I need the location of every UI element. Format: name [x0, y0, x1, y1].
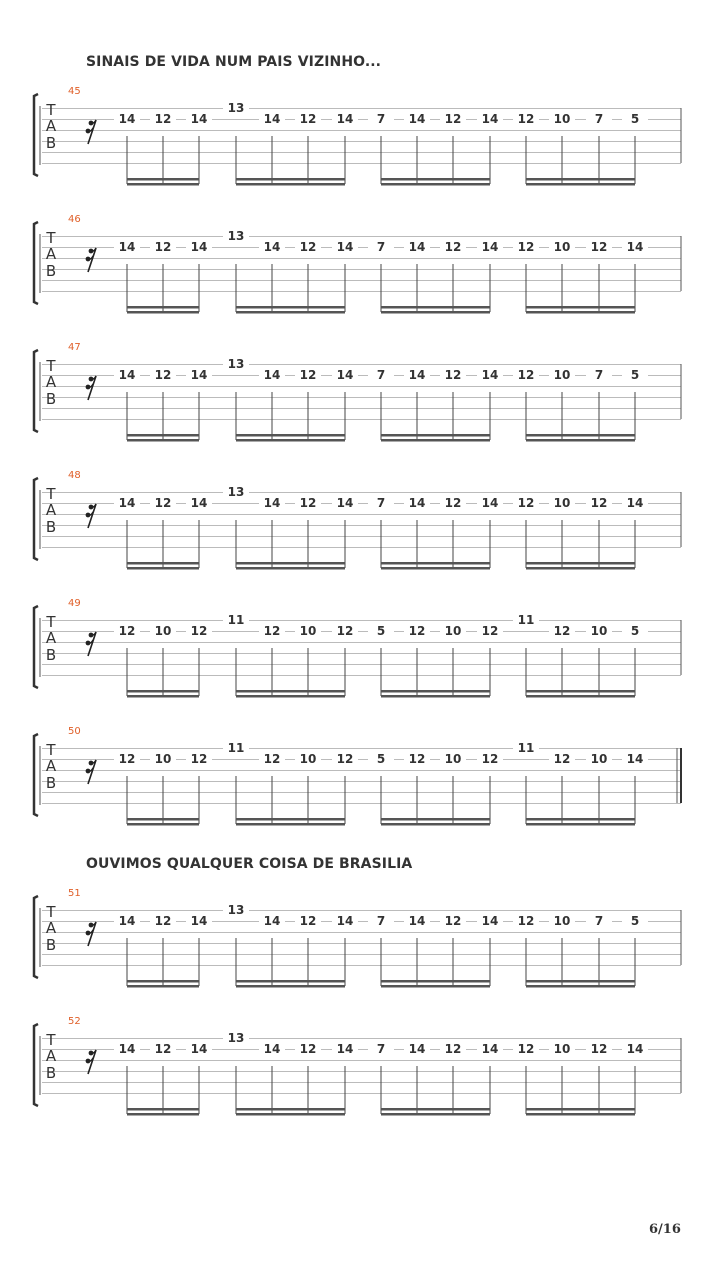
fret-number: 7 [368, 496, 394, 510]
system-bracket [34, 896, 38, 978]
fret-number: 12 [549, 752, 575, 766]
beam [127, 1108, 199, 1111]
fret-number: 10 [586, 624, 612, 638]
beam [526, 1113, 635, 1116]
fret-number: 14 [186, 112, 212, 126]
fret-number: 12 [513, 914, 539, 928]
fret-number: 14 [477, 496, 503, 510]
tab-system [0, 598, 720, 708]
beam [236, 818, 345, 821]
tab-clef-letter: A [45, 501, 57, 519]
fret-number: 12 [440, 368, 466, 382]
fret-number: 12 [513, 1042, 539, 1056]
fret-number: 12 [114, 752, 140, 766]
tab-clef-letter: A [45, 757, 57, 775]
fret-number: 14 [404, 496, 430, 510]
fret-number: 12 [440, 914, 466, 928]
sixteenth-rest-icon [86, 1050, 96, 1074]
fret-number: 10 [295, 624, 321, 638]
tab-clef-letter: A [45, 1047, 57, 1065]
tab-system [0, 342, 720, 452]
system-bracket [34, 734, 38, 816]
measure-number: 45 [68, 86, 81, 97]
tab-system [0, 86, 720, 196]
fret-number: 12 [150, 368, 176, 382]
beam [381, 1108, 490, 1111]
beam [381, 823, 490, 826]
fret-number: 12 [295, 240, 321, 254]
beam [127, 178, 199, 181]
beam [526, 1108, 635, 1111]
fret-number: 12 [513, 496, 539, 510]
beam [236, 1113, 345, 1116]
system-bracket [34, 478, 38, 560]
fret-number: 5 [622, 624, 648, 638]
tab-clef-letter: A [45, 117, 57, 135]
fret-number: 10 [549, 112, 575, 126]
beam [381, 985, 490, 988]
fret-number: 12 [440, 496, 466, 510]
measure-number: 51 [68, 888, 81, 899]
tab-clef-letter: B [45, 390, 57, 408]
tab-clef-letter: T [46, 357, 56, 375]
tab-clef-letter: B [45, 774, 57, 792]
fret-number: 14 [332, 914, 358, 928]
fret-number: 10 [549, 914, 575, 928]
fret-number: 12 [404, 752, 430, 766]
measure-number: 48 [68, 470, 81, 481]
beam [526, 567, 635, 570]
fret-number: 12 [295, 368, 321, 382]
staff-graphics [0, 342, 720, 452]
fret-number: 10 [440, 752, 466, 766]
fret-number: 12 [150, 496, 176, 510]
fret-number: 7 [586, 112, 612, 126]
beam [526, 690, 635, 693]
fret-number: 14 [114, 496, 140, 510]
fret-number: 12 [150, 240, 176, 254]
beam [236, 567, 345, 570]
beam [127, 306, 199, 309]
fret-number: 14 [114, 112, 140, 126]
beam [526, 823, 635, 826]
tab-clef-letter: T [46, 1031, 56, 1049]
staff-graphics [0, 214, 720, 324]
fret-number: 14 [332, 368, 358, 382]
staff-graphics [0, 726, 720, 836]
fret-number: 12 [440, 240, 466, 254]
beam [381, 695, 490, 698]
fret-number: 14 [186, 240, 212, 254]
tab-clef-letter: T [46, 903, 56, 921]
beam [526, 695, 635, 698]
tab-clef-letter: B [45, 646, 57, 664]
beam [236, 985, 345, 988]
tab-clef-letter: A [45, 629, 57, 647]
beam [236, 562, 345, 565]
tab-clef-letter: B [45, 262, 57, 280]
beam [381, 1113, 490, 1116]
sixteenth-rest-icon [86, 248, 96, 272]
fret-number: 10 [549, 1042, 575, 1056]
beam [236, 306, 345, 309]
fret-number: 14 [404, 1042, 430, 1056]
beam [236, 183, 345, 186]
tab-clef-letter: T [46, 485, 56, 503]
fret-number: 5 [368, 624, 394, 638]
fret-number: 13 [223, 101, 249, 115]
fret-number: 7 [368, 914, 394, 928]
tab-clef-letter: T [46, 613, 56, 631]
beam [381, 434, 490, 437]
sixteenth-rest-icon [86, 504, 96, 528]
measure-number: 52 [68, 1016, 81, 1027]
fret-number: 12 [150, 1042, 176, 1056]
sixteenth-rest-icon [86, 760, 96, 784]
fret-number: 14 [332, 1042, 358, 1056]
fret-number: 12 [477, 624, 503, 638]
fret-number: 14 [622, 752, 648, 766]
fret-number: 10 [440, 624, 466, 638]
tab-clef-letter: B [45, 134, 57, 152]
fret-number: 11 [223, 741, 249, 755]
fret-number: 10 [586, 752, 612, 766]
tab-system [0, 470, 720, 580]
fret-number: 7 [368, 368, 394, 382]
beam [236, 439, 345, 442]
page-number: 6/16 [649, 1222, 681, 1237]
fret-number: 12 [186, 624, 212, 638]
fret-number: 14 [186, 1042, 212, 1056]
fret-number: 11 [513, 741, 539, 755]
beam [526, 562, 635, 565]
fret-number: 14 [404, 368, 430, 382]
fret-number: 12 [259, 752, 285, 766]
beam [127, 695, 199, 698]
fret-number: 14 [259, 112, 285, 126]
beam [127, 1113, 199, 1116]
fret-number: 11 [223, 613, 249, 627]
fret-number: 10 [295, 752, 321, 766]
beam [526, 980, 635, 983]
beam [381, 567, 490, 570]
beam [236, 1108, 345, 1111]
sixteenth-rest-icon [86, 120, 96, 144]
fret-number: 14 [332, 496, 358, 510]
fret-number: 10 [150, 624, 176, 638]
fret-number: 12 [513, 368, 539, 382]
beam [127, 690, 199, 693]
tab-system [0, 214, 720, 324]
tab-clef-letter: T [46, 101, 56, 119]
fret-number: 14 [404, 112, 430, 126]
fret-number: 12 [259, 624, 285, 638]
fret-number: 12 [295, 1042, 321, 1056]
fret-number: 12 [295, 112, 321, 126]
beam [526, 818, 635, 821]
sixteenth-rest-icon [86, 922, 96, 946]
fret-number: 10 [549, 368, 575, 382]
fret-number: 14 [622, 240, 648, 254]
tab-clef-letter: B [45, 518, 57, 536]
beam [381, 818, 490, 821]
fret-number: 14 [477, 368, 503, 382]
beam [127, 434, 199, 437]
fret-number: 14 [477, 1042, 503, 1056]
fret-number: 12 [586, 1042, 612, 1056]
system-bracket [34, 350, 38, 432]
tab-clef-letter: A [45, 919, 57, 937]
fret-number: 5 [368, 752, 394, 766]
fret-number: 14 [114, 240, 140, 254]
beam [526, 178, 635, 181]
tab-clef-letter: A [45, 373, 57, 391]
staff-graphics [0, 86, 720, 196]
fret-number: 12 [404, 624, 430, 638]
fret-number: 5 [622, 914, 648, 928]
beam [236, 434, 345, 437]
fret-number: 14 [114, 1042, 140, 1056]
fret-number: 12 [440, 112, 466, 126]
beam [526, 306, 635, 309]
beam [381, 690, 490, 693]
fret-number: 14 [186, 496, 212, 510]
sixteenth-rest-icon [86, 632, 96, 656]
beam [127, 311, 199, 314]
measure-number: 46 [68, 214, 81, 225]
fret-number: 12 [477, 752, 503, 766]
tab-system [0, 1016, 720, 1126]
beam [381, 562, 490, 565]
tab-clef-letter: B [45, 1064, 57, 1082]
fret-number: 14 [114, 368, 140, 382]
fret-number: 14 [332, 240, 358, 254]
fret-number: 13 [223, 229, 249, 243]
beam [127, 567, 199, 570]
fret-number: 7 [586, 914, 612, 928]
section-title: SINAIS DE VIDA NUM PAIS VIZINHO... [86, 54, 382, 70]
fret-number: 14 [259, 368, 285, 382]
fret-number: 7 [586, 368, 612, 382]
measure-number: 50 [68, 726, 81, 737]
sixteenth-rest-icon [86, 376, 96, 400]
fret-number: 14 [114, 914, 140, 928]
beam [526, 311, 635, 314]
fret-number: 7 [368, 112, 394, 126]
fret-number: 12 [549, 624, 575, 638]
fret-number: 13 [223, 485, 249, 499]
fret-number: 14 [477, 914, 503, 928]
system-bracket [34, 1024, 38, 1106]
fret-number: 14 [404, 240, 430, 254]
tab-clef-letter: A [45, 245, 57, 263]
fret-number: 12 [332, 752, 358, 766]
fret-number: 12 [586, 496, 612, 510]
fret-number: 14 [259, 496, 285, 510]
fret-number: 13 [223, 1031, 249, 1045]
fret-number: 14 [477, 112, 503, 126]
fret-number: 12 [440, 1042, 466, 1056]
system-bracket [34, 606, 38, 688]
beam [127, 562, 199, 565]
tab-clef-letter: T [46, 229, 56, 247]
fret-number: 14 [477, 240, 503, 254]
beam [127, 818, 199, 821]
fret-number: 14 [332, 112, 358, 126]
fret-number: 11 [513, 613, 539, 627]
fret-number: 14 [404, 914, 430, 928]
fret-number: 14 [186, 368, 212, 382]
fret-number: 10 [549, 496, 575, 510]
beam [236, 178, 345, 181]
fret-number: 7 [368, 240, 394, 254]
fret-number: 5 [622, 368, 648, 382]
fret-number: 10 [549, 240, 575, 254]
tab-system [0, 888, 720, 998]
beam [127, 183, 199, 186]
staff-graphics [0, 1016, 720, 1126]
fret-number: 14 [259, 1042, 285, 1056]
fret-number: 14 [259, 240, 285, 254]
system-bracket [34, 222, 38, 304]
fret-number: 12 [586, 240, 612, 254]
fret-number: 12 [513, 240, 539, 254]
beam [236, 311, 345, 314]
staff-graphics [0, 470, 720, 580]
beam [236, 690, 345, 693]
fret-number: 14 [259, 914, 285, 928]
beam [526, 985, 635, 988]
fret-number: 12 [332, 624, 358, 638]
fret-number: 12 [295, 914, 321, 928]
tab-clef-letter: T [46, 741, 56, 759]
beam [526, 183, 635, 186]
tab-clef-letter: B [45, 936, 57, 954]
fret-number: 12 [513, 112, 539, 126]
fret-number: 10 [150, 752, 176, 766]
beam [127, 985, 199, 988]
beam [526, 439, 635, 442]
fret-number: 14 [186, 914, 212, 928]
fret-number: 14 [622, 496, 648, 510]
beam [381, 980, 490, 983]
beam [127, 439, 199, 442]
beam [236, 823, 345, 826]
fret-number: 12 [186, 752, 212, 766]
beam [381, 178, 490, 181]
section-title: OUVIMOS QUALQUER COISA DE BRASILIA [86, 856, 413, 872]
measure-number: 49 [68, 598, 81, 609]
beam [236, 695, 345, 698]
staff-graphics [0, 888, 720, 998]
fret-number: 13 [223, 903, 249, 917]
fret-number: 7 [368, 1042, 394, 1056]
fret-number: 12 [150, 112, 176, 126]
beam [381, 439, 490, 442]
fret-number: 12 [114, 624, 140, 638]
staff-graphics [0, 598, 720, 708]
fret-number: 12 [150, 914, 176, 928]
measure-number: 47 [68, 342, 81, 353]
beam [127, 980, 199, 983]
system-bracket [34, 94, 38, 176]
beam [127, 823, 199, 826]
beam [381, 306, 490, 309]
tab-system [0, 726, 720, 836]
fret-number: 12 [295, 496, 321, 510]
fret-number: 13 [223, 357, 249, 371]
fret-number: 14 [622, 1042, 648, 1056]
beam [381, 311, 490, 314]
beam [381, 183, 490, 186]
beam [526, 434, 635, 437]
beam [236, 980, 345, 983]
fret-number: 5 [622, 112, 648, 126]
